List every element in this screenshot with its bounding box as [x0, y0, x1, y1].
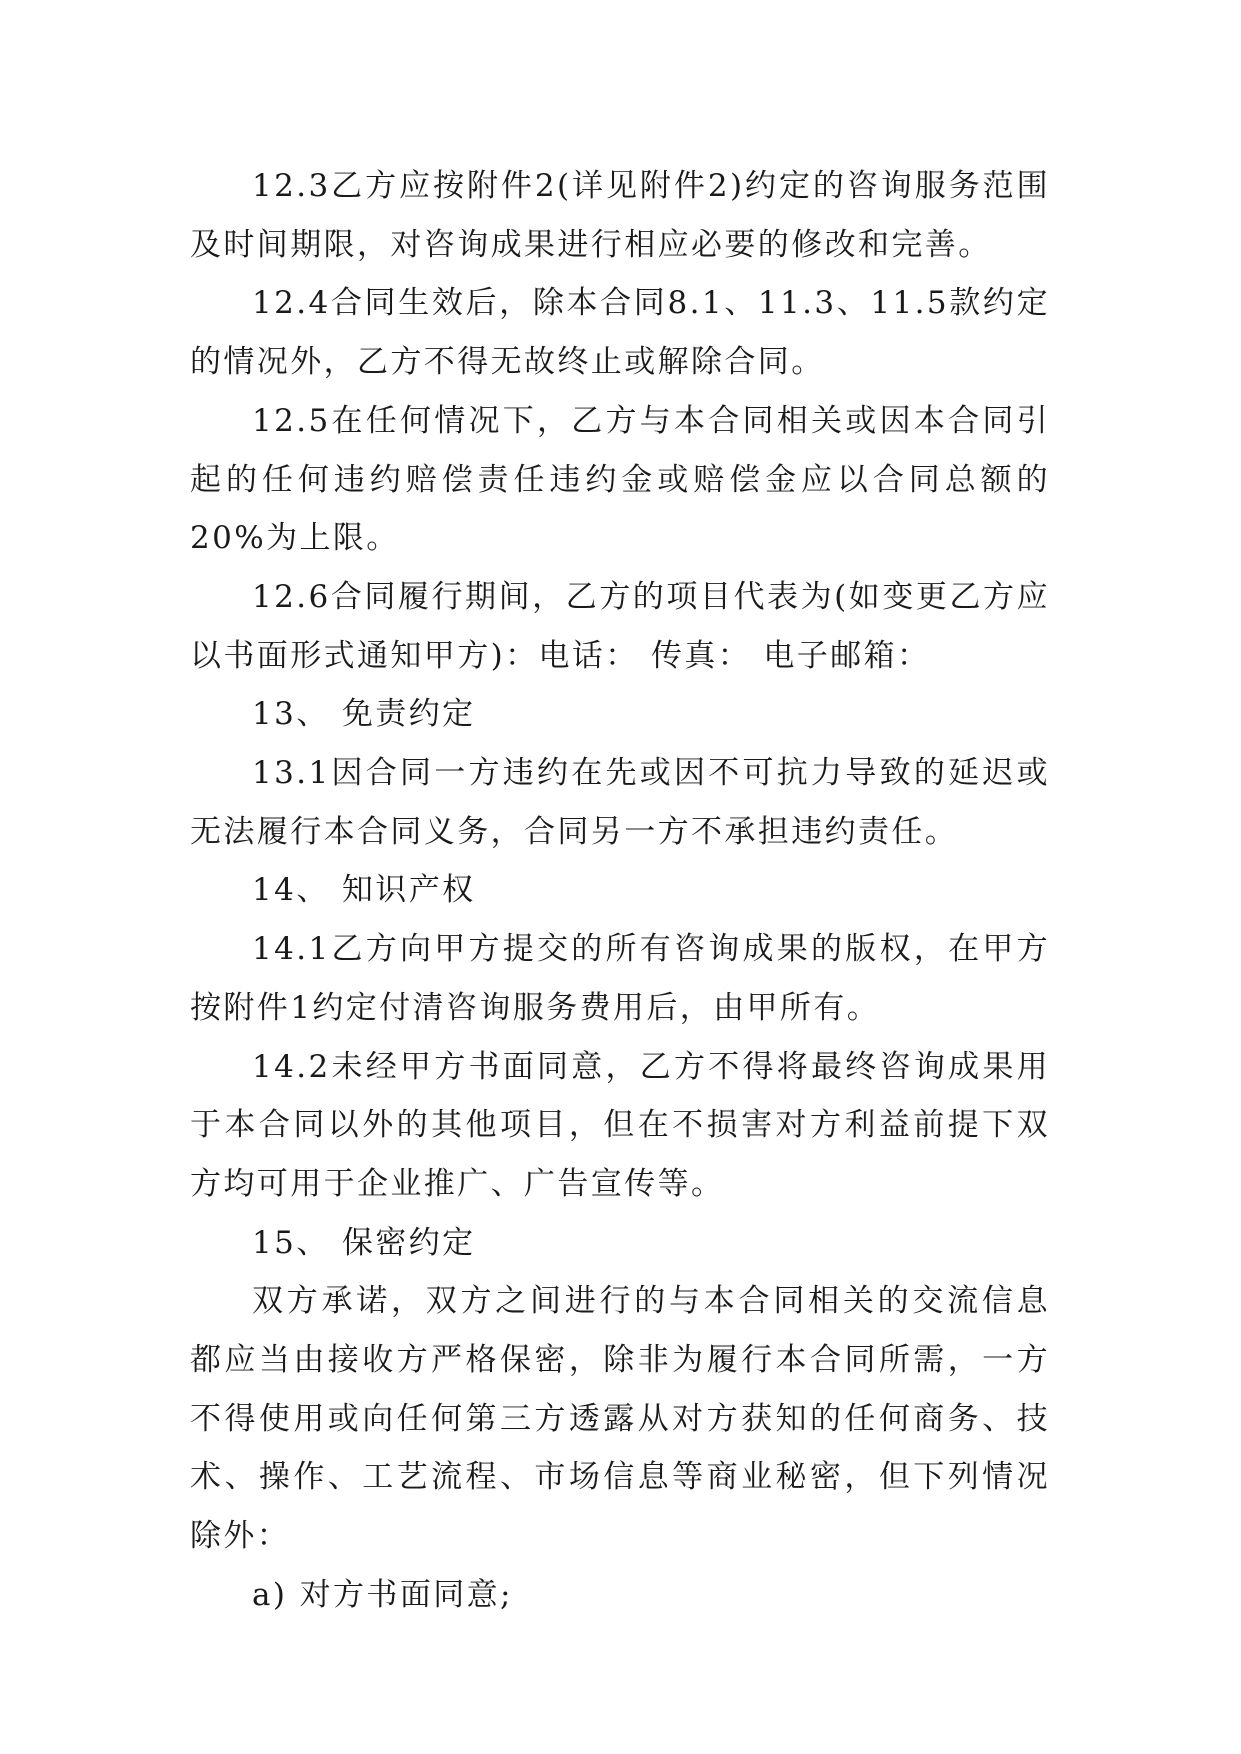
confidentiality-paragraph: 双方承诺，双方之间进行的与本合同相关的交流信息都应当由接收方严格保密，除非为履行本合同所需，一方不得使用或向任何第三方透露从对方获知的任何商务、技术、操作、工艺流程、市场信息等商业秘密，但下列情况除外： — [190, 1283, 1050, 1555]
clause-13-1: 13.1因合同一方违约在先或因不可抗力导致的延迟或无法履行本合同义务，合同另一方不承担违约责任。 — [190, 755, 1050, 850]
contract-body — [190, 157, 1050, 1625]
clause-12-3: 12.3乙方应按附件2(详见附件2)约定的咨询服务范围及时间期限，对咨询成果进行相应必要的修改和完善。 — [190, 168, 1050, 263]
clause-14-1: 14.1乙方向甲方提交的所有咨询成果的版权，在甲方按附件1约定付清咨询服务费用后，由甲所有。 — [190, 931, 1050, 1026]
section-13-heading: 13、 免责约定 — [252, 696, 476, 733]
section-15-heading: 15、 保密约定 — [252, 1224, 476, 1261]
exception-item-a: a) 对方书面同意; — [252, 1576, 513, 1613]
clause-12-4: 12.4合同生效后，除本合同8.1、11.3、11.5款约定的情况外，乙方不得无故终止或解除合同。 — [190, 285, 1050, 381]
section-14-heading: 14、 知识产权 — [252, 872, 476, 909]
clause-14-2: 14.2未经甲方书面同意，乙方不得将最终咨询成果用于本合同以外的其他项目，但在不损害对方利益前提下双方均可用于企业推广、广告宣传等。 — [190, 1048, 1050, 1202]
clause-12-6: 12.6合同履行期间，乙方的项目代表为(如变更乙方应以书面形式通知甲方)：电话： 传真： 电子邮箱： — [190, 578, 1050, 674]
clause-12-5: 12.5在任何情况下，乙方与本合同相关或因本合同引起的任何违约赔偿责任违约金或赔偿金应以合同总额的20%为上限。 — [190, 402, 1050, 557]
